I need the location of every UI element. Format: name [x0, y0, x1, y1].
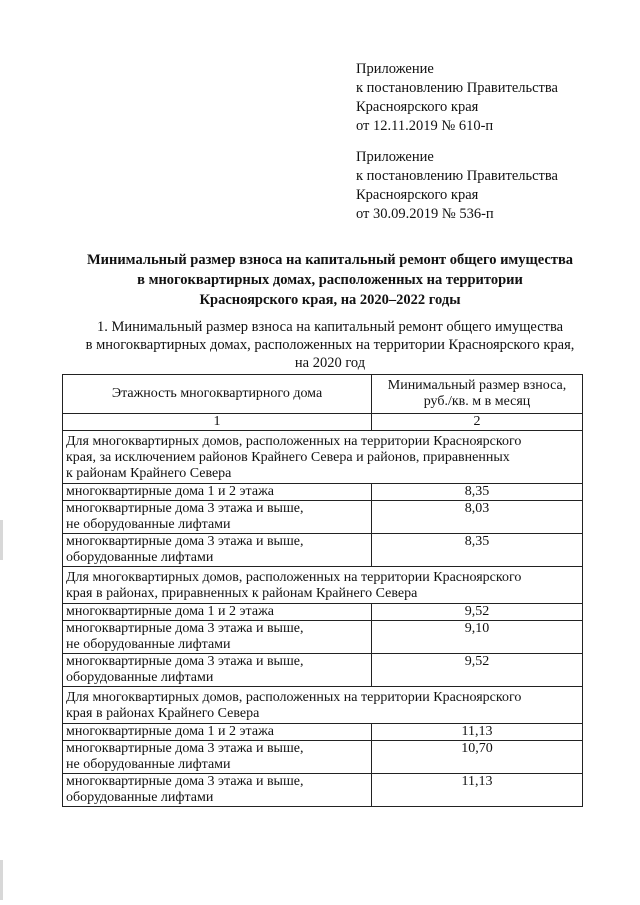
- annex-line: Красноярского края: [356, 187, 479, 203]
- row-label-line: многоквартирные дома 3 этажа и выше,: [66, 741, 304, 756]
- group-row: [63, 687, 583, 724]
- row-label: [63, 621, 372, 654]
- row-label-line: не оборудованные лифтами: [66, 517, 231, 532]
- table-header-row: [63, 375, 583, 414]
- row-label: [63, 654, 372, 687]
- row-label: [63, 484, 372, 501]
- row-label: [63, 724, 372, 741]
- row-value: 8,35: [372, 484, 583, 501]
- table-row: [63, 604, 583, 621]
- row-label-line: многоквартирные дома 1 и 2 этажа: [66, 484, 274, 499]
- row-label-line: не оборудованные лифтами: [66, 757, 231, 772]
- row-value: 11,13: [372, 724, 583, 741]
- row-value: 8,03: [372, 501, 583, 534]
- group-title-line: к районам Крайнего Севера: [66, 466, 232, 481]
- header-floors-label: Этажность многоквартирного дома: [111, 386, 323, 401]
- group-title-line: края в районах Крайнего Севера: [66, 706, 260, 721]
- row-label: [63, 501, 372, 534]
- annex-line: от 30.09.2019 № 536-п: [356, 206, 494, 222]
- row-label-line: многоквартирные дома 3 этажа и выше,: [66, 501, 304, 516]
- table-row: [63, 724, 583, 741]
- group-title-line: Для многоквартирных домов, расположенных на территории Красноярского: [66, 570, 522, 585]
- column-number-row: [63, 414, 583, 431]
- row-value: 8,35: [372, 534, 583, 567]
- table-row: [63, 774, 583, 807]
- row-label-line: оборудованные лифтами: [66, 670, 214, 685]
- subtitle-line: 1. Минимальный размер взноса на капитальный ремонт общего имущества: [96, 319, 564, 335]
- subtitle-line: в многоквартирных домах, расположенных на территории Красноярского края,: [85, 337, 575, 353]
- group-title-line: Для многоквартирных домов, расположенных на территории Красноярского: [66, 690, 522, 705]
- row-label-line: оборудованные лифтами: [66, 550, 214, 565]
- row-value: 9,52: [372, 654, 583, 687]
- header-floors: [63, 375, 372, 414]
- row-value: 11,13: [372, 774, 583, 807]
- row-label-line: многоквартирные дома 1 и 2 этажа: [66, 724, 274, 739]
- row-label-line: многоквартирные дома 3 этажа и выше,: [66, 621, 304, 636]
- annex-line: к постановлению Правительства: [356, 80, 558, 96]
- annex-line: от 12.11.2019 № 610-п: [356, 118, 494, 134]
- header-rate-line: руб./кв. м в месяц: [423, 394, 531, 409]
- scan-edge-shadow: [0, 860, 3, 900]
- row-label-line: многоквартирные дома 3 этажа и выше,: [66, 534, 304, 549]
- rates-table: [62, 374, 583, 807]
- group-title-line: края, за исключением районов Крайнего Севера и районов, приравненных: [66, 450, 510, 465]
- group-title: [63, 431, 583, 484]
- title-line: в многоквартирных домах, расположенных на территории: [137, 272, 523, 288]
- row-value: 9,10: [372, 621, 583, 654]
- header-rate-line: Минимальный размер взноса,: [387, 378, 567, 393]
- column-number: 2: [372, 414, 583, 431]
- table-row: [63, 621, 583, 654]
- row-label-line: многоквартирные дома 3 этажа и выше,: [66, 654, 304, 669]
- row-label: [63, 604, 372, 621]
- row-label: [63, 534, 372, 567]
- group-row: [63, 431, 583, 484]
- row-value: 10,70: [372, 741, 583, 774]
- column-number: 1: [63, 414, 372, 431]
- subtitle-line: на 2020 год: [294, 355, 366, 371]
- annex-line: к постановлению Правительства: [356, 168, 558, 184]
- table-row: [63, 534, 583, 567]
- row-label-line: оборудованные лифтами: [66, 790, 214, 805]
- row-label-line: многоквартирные дома 1 и 2 этажа: [66, 604, 274, 619]
- group-title: [63, 567, 583, 604]
- title-line: Красноярского края, на 2020–2022 годы: [199, 292, 461, 308]
- group-title: [63, 687, 583, 724]
- table-row: [63, 484, 583, 501]
- group-row: [63, 567, 583, 604]
- row-label: [63, 774, 372, 807]
- header-rate: [372, 375, 583, 414]
- row-label: [63, 741, 372, 774]
- annex-line: Приложение: [356, 149, 434, 165]
- table-row: [63, 741, 583, 774]
- document-title: [40, 250, 620, 310]
- annex-line: Приложение: [356, 61, 434, 77]
- row-value: 9,52: [372, 604, 583, 621]
- section-heading: [40, 318, 620, 372]
- table-row: [63, 654, 583, 687]
- annex-current: [356, 60, 558, 136]
- row-label-line: не оборудованные лифтами: [66, 637, 231, 652]
- title-line: Минимальный размер взноса на капитальный ремонт общего имущества: [86, 252, 574, 268]
- group-title-line: Для многоквартирных домов, расположенных на территории Красноярского: [66, 434, 522, 449]
- annex-line: Красноярского края: [356, 99, 479, 115]
- row-label-line: многоквартирные дома 3 этажа и выше,: [66, 774, 304, 789]
- group-title-line: края в районах, приравненных к районам Крайнего Севера: [66, 586, 418, 601]
- annex-previous: [356, 148, 558, 224]
- scan-edge-shadow: [0, 520, 3, 560]
- table-row: [63, 501, 583, 534]
